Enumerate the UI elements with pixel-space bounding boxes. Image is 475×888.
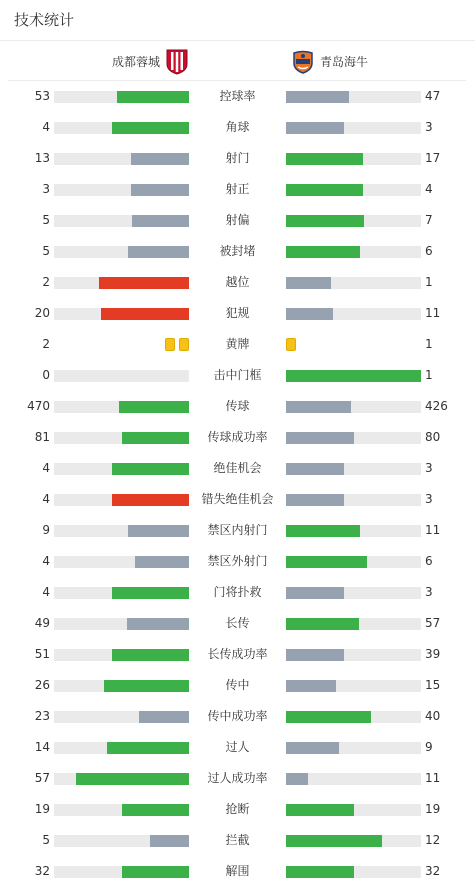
away-bar-track <box>286 308 421 320</box>
home-bar-track <box>54 742 189 754</box>
away-bar-fill <box>286 680 336 692</box>
yellow-card-icon <box>165 338 175 351</box>
home-bar-track <box>54 618 189 630</box>
stat-row <box>0 267 475 298</box>
stat-label: 控球率 <box>219 89 256 103</box>
away-bar-track <box>286 370 421 382</box>
stat-label: 绝佳机会 <box>213 461 262 475</box>
away-bar-fill <box>286 649 344 661</box>
away-bar-track <box>286 773 421 785</box>
stat-label: 射门 <box>225 151 250 165</box>
stat-row <box>0 422 475 453</box>
stat-label: 射偏 <box>225 213 250 227</box>
away-value: 3 <box>425 120 433 134</box>
away-value: 4 <box>425 182 433 196</box>
stat-label: 传球 <box>225 399 250 413</box>
away-value: 40 <box>425 709 441 723</box>
home-value: 14 <box>34 740 50 754</box>
stat-label: 传中成功率 <box>207 709 268 723</box>
home-value: 81 <box>34 430 50 444</box>
qingdao-crest-icon <box>292 50 314 74</box>
home-bar-fill <box>122 866 190 878</box>
away-value: 1 <box>425 368 433 382</box>
stat-row <box>0 484 475 515</box>
home-bar-track <box>54 494 189 506</box>
home-team[interactable] <box>112 49 188 75</box>
stat-label: 过人 <box>225 740 250 754</box>
home-bar-track <box>54 277 189 289</box>
home-bar-fill <box>76 773 189 785</box>
away-bar-fill <box>286 246 360 258</box>
away-bar-track <box>286 122 421 134</box>
home-bar-fill <box>122 432 190 444</box>
home-bar-track <box>54 711 189 723</box>
home-value: 4 <box>42 585 50 599</box>
home-value: 26 <box>34 678 50 692</box>
stat-label: 过人成功率 <box>207 771 268 785</box>
away-bar-fill <box>286 308 333 320</box>
stat-row <box>0 763 475 794</box>
away-bar-track <box>286 91 421 103</box>
home-bar-track <box>54 587 189 599</box>
away-bar-fill <box>286 494 344 506</box>
home-bar-track <box>54 556 189 568</box>
away-value: 1 <box>425 275 433 289</box>
away-bar-track <box>286 711 421 723</box>
home-bar-fill <box>132 215 189 227</box>
away-bar-fill <box>286 618 359 630</box>
away-value: 3 <box>425 492 433 506</box>
home-bar-track <box>54 122 189 134</box>
stat-row <box>0 546 475 577</box>
away-bar-fill <box>286 866 354 878</box>
home-value: 4 <box>42 492 50 506</box>
stat-label: 角球 <box>225 120 250 134</box>
away-bar-track <box>286 432 421 444</box>
stat-label: 越位 <box>225 275 250 289</box>
home-value: 57 <box>34 771 50 785</box>
home-bar-track <box>54 91 189 103</box>
home-value: 4 <box>42 554 50 568</box>
away-bar-fill <box>286 556 367 568</box>
away-value: 39 <box>425 647 441 661</box>
home-bar-track <box>54 463 189 475</box>
away-value: 11 <box>425 306 441 320</box>
away-value: 3 <box>425 585 433 599</box>
stat-row <box>0 81 475 112</box>
page-header <box>0 0 475 41</box>
home-yellow-cards <box>165 338 189 352</box>
home-bar-track <box>54 246 189 258</box>
home-bar-fill <box>119 401 189 413</box>
stat-label: 长传 <box>225 616 250 630</box>
home-value: 0 <box>42 368 50 382</box>
home-bar-fill <box>101 308 189 320</box>
away-bar-track <box>286 804 421 816</box>
away-bar-track <box>286 866 421 878</box>
yellow-card-icon <box>179 338 189 351</box>
home-value: 5 <box>42 244 50 258</box>
home-bar-track <box>54 370 189 382</box>
stat-label: 拦截 <box>225 833 250 847</box>
away-bar-fill <box>286 804 354 816</box>
away-bar-fill <box>286 432 354 444</box>
page-title: 技术统计 <box>14 11 75 29</box>
away-value: 3 <box>425 461 433 475</box>
stat-row <box>0 825 475 856</box>
home-bar-fill <box>117 91 189 103</box>
away-bar-track <box>286 215 421 227</box>
home-bar-fill <box>112 587 189 599</box>
home-value: 2 <box>42 337 50 351</box>
home-bar-fill <box>112 649 189 661</box>
away-bar-fill <box>286 525 360 537</box>
stat-label: 被封堵 <box>219 244 256 258</box>
home-bar-track <box>54 680 189 692</box>
home-value: 51 <box>34 647 50 661</box>
home-bar-fill <box>150 835 189 847</box>
home-bar-track <box>54 773 189 785</box>
away-bar-track <box>286 153 421 165</box>
stat-row <box>0 360 475 391</box>
away-value: 9 <box>425 740 433 754</box>
home-value: 20 <box>34 306 50 320</box>
stat-label: 击中门框 <box>213 368 262 382</box>
away-yellow-cards <box>286 338 296 352</box>
home-bar-fill <box>127 618 189 630</box>
home-bar-fill <box>104 680 189 692</box>
away-value: 426 <box>425 399 448 413</box>
away-bar-fill <box>286 370 421 382</box>
home-value: 53 <box>34 89 50 103</box>
stat-label: 抢断 <box>225 802 250 816</box>
home-value: 49 <box>34 616 50 630</box>
stat-row <box>0 794 475 825</box>
stat-label: 长传成功率 <box>207 647 268 661</box>
away-value: 32 <box>425 864 441 878</box>
home-team-name: 成都蓉城 <box>111 55 160 69</box>
away-bar-track <box>286 618 421 630</box>
away-value: 11 <box>425 523 441 537</box>
home-bar-track <box>54 308 189 320</box>
home-bar-fill <box>131 184 189 196</box>
away-bar-track <box>286 835 421 847</box>
home-bar-fill <box>128 525 189 537</box>
away-bar-track <box>286 680 421 692</box>
stat-label: 犯规 <box>225 306 250 320</box>
away-bar-track <box>286 525 421 537</box>
away-bar-track <box>286 246 421 258</box>
away-bar-fill <box>286 742 339 754</box>
stat-row <box>0 701 475 732</box>
away-bar-fill <box>286 91 349 103</box>
stat-label: 传中 <box>225 678 250 692</box>
home-bar-fill <box>131 153 189 165</box>
away-value: 80 <box>425 430 441 444</box>
home-bar-fill <box>107 742 189 754</box>
team-header <box>8 41 466 81</box>
stat-label: 解围 <box>225 864 250 878</box>
away-bar-fill <box>286 711 371 723</box>
home-bar-track <box>54 215 189 227</box>
away-bar-fill <box>286 587 344 599</box>
stat-row <box>0 515 475 546</box>
away-bar-track <box>286 401 421 413</box>
away-bar-track <box>286 277 421 289</box>
home-value: 13 <box>34 151 50 165</box>
stat-label: 禁区内射门 <box>207 523 268 537</box>
stat-label: 错失绝佳机会 <box>201 492 274 506</box>
home-bar-fill <box>139 711 189 723</box>
away-bar-fill <box>286 773 308 785</box>
stat-row <box>0 391 475 422</box>
away-value: 11 <box>425 771 441 785</box>
home-bar-track <box>54 432 189 444</box>
away-value: 17 <box>425 151 441 165</box>
stat-row <box>0 174 475 205</box>
stat-row <box>0 577 475 608</box>
stat-row <box>0 732 475 763</box>
stat-label: 射正 <box>225 182 250 196</box>
home-value: 23 <box>34 709 50 723</box>
stat-row <box>0 856 475 887</box>
away-value: 15 <box>425 678 441 692</box>
home-value: 3 <box>42 182 50 196</box>
home-bar-fill <box>128 246 189 258</box>
away-bar-track <box>286 184 421 196</box>
chengdu-crest-icon <box>166 49 188 75</box>
home-bar-track <box>54 153 189 165</box>
stat-row <box>0 236 475 267</box>
away-value: 57 <box>425 616 441 630</box>
away-bar-track <box>286 556 421 568</box>
away-bar-fill <box>286 122 344 134</box>
home-bar-track <box>54 835 189 847</box>
away-value: 47 <box>425 89 441 103</box>
home-bar-track <box>54 804 189 816</box>
away-bar-fill <box>286 215 364 227</box>
yellow-card-icon <box>286 338 296 351</box>
stat-row <box>0 608 475 639</box>
away-bar-fill <box>286 401 351 413</box>
away-value: 19 <box>425 802 441 816</box>
stat-label: 禁区外射门 <box>207 554 268 568</box>
stat-row <box>0 453 475 484</box>
home-bar-fill <box>99 277 189 289</box>
away-bar-track <box>286 463 421 475</box>
home-bar-fill <box>122 804 190 816</box>
home-bar-fill <box>112 122 189 134</box>
home-bar-track <box>54 525 189 537</box>
stat-label: 传球成功率 <box>207 430 268 444</box>
home-bar-track <box>54 649 189 661</box>
away-bar-track <box>286 742 421 754</box>
away-bar-track <box>286 494 421 506</box>
away-bar-fill <box>286 184 363 196</box>
stat-row <box>0 670 475 701</box>
home-value: 19 <box>34 802 50 816</box>
home-value: 4 <box>42 120 50 134</box>
away-bar-fill <box>286 835 382 847</box>
away-bar-fill <box>286 277 331 289</box>
stat-row <box>0 112 475 143</box>
away-bar-fill <box>286 153 363 165</box>
stat-row <box>0 205 475 236</box>
home-bar-fill <box>135 556 189 568</box>
home-bar-fill <box>112 494 189 506</box>
home-value: 5 <box>42 213 50 227</box>
home-value: 4 <box>42 461 50 475</box>
stat-label: 黄牌 <box>225 337 250 351</box>
home-value: 32 <box>34 864 50 878</box>
away-value: 7 <box>425 213 433 227</box>
away-team[interactable] <box>292 49 368 75</box>
away-value: 6 <box>425 244 433 258</box>
home-value: 5 <box>42 833 50 847</box>
home-bar-fill <box>112 463 189 475</box>
away-bar-track <box>286 649 421 661</box>
away-value: 6 <box>425 554 433 568</box>
home-bar-track <box>54 866 189 878</box>
home-value: 2 <box>42 275 50 289</box>
stat-row <box>0 329 475 360</box>
away-value: 1 <box>425 337 433 351</box>
away-bar-fill <box>286 463 344 475</box>
home-bar-track <box>54 184 189 196</box>
home-bar-track <box>54 401 189 413</box>
stats-list <box>0 81 475 887</box>
away-bar-track <box>286 587 421 599</box>
stat-row <box>0 639 475 670</box>
stat-row <box>0 143 475 174</box>
home-value: 470 <box>27 399 50 413</box>
away-team-name: 青岛海牛 <box>320 55 369 69</box>
stat-row <box>0 298 475 329</box>
stat-label: 门将扑救 <box>213 585 262 599</box>
away-value: 12 <box>425 833 441 847</box>
home-value: 9 <box>42 523 50 537</box>
